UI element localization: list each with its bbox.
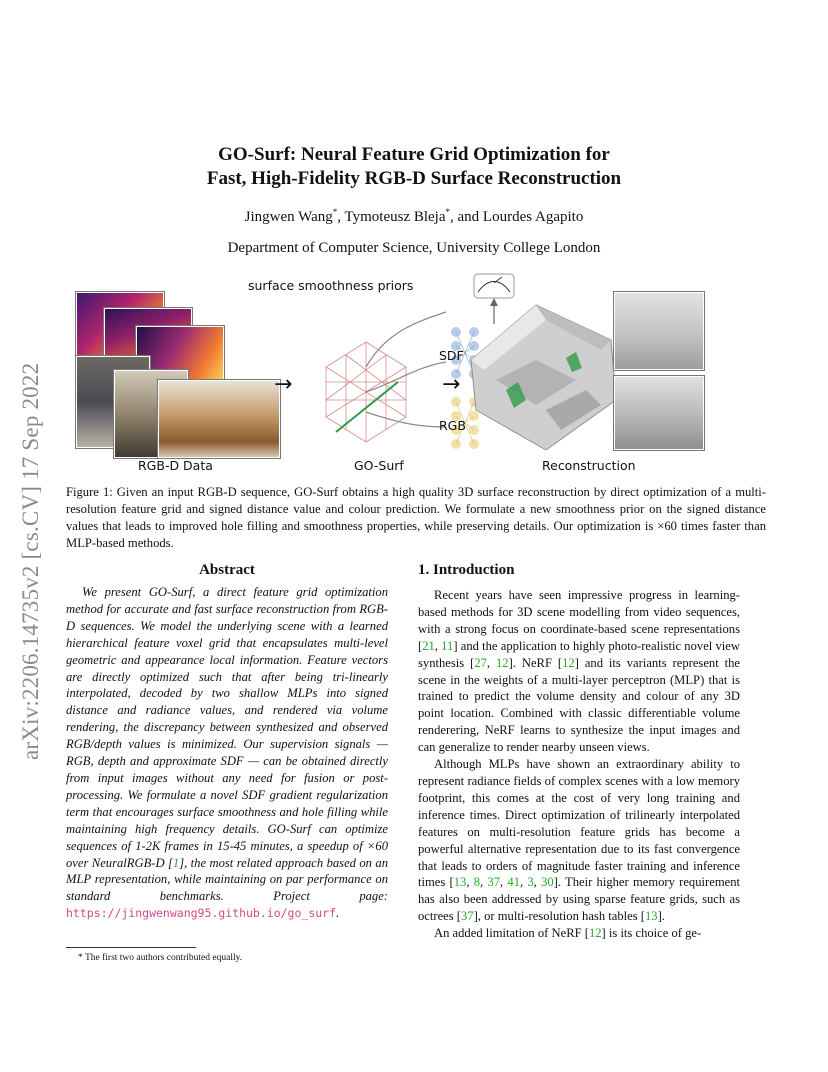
figure-1	[66, 272, 766, 482]
author-2: Tymoteusz Bleja	[344, 209, 446, 225]
introduction-heading: 1. Introduction	[418, 562, 515, 578]
abstract-text-end: .	[336, 906, 340, 921]
label-gosurf: GO-Surf	[354, 458, 404, 473]
author-1: Jingwen Wang	[244, 209, 333, 225]
abstract-body	[66, 584, 388, 922]
rgb-frame-3	[158, 380, 280, 458]
citation[interactable]: 21	[422, 638, 435, 653]
abstract-section	[66, 562, 388, 922]
citation[interactable]: 12	[496, 655, 509, 670]
intro-paragraph-2: Although MLPs have shown an extraordinary ability to represent radiance fields of complex scenes with a low memory footprint, this comes at the cost of very long training and inference times. Direct optimization of trilinearly interpolated features on multi-resolution feature grids has become a powerful alternative representation due to its fast convergence that leads to orders of magnitude faster training and inference times [13, 8, 37, 41, 3, 30]. Their higher memory requirement has also been addressed by using sparse feature grids, such as octrees [37], or multi-resolution hash tables [13].	[418, 757, 740, 924]
label-sdf: SDF	[439, 348, 464, 363]
project-page-link[interactable]: https://jingwenwang95.github.io/go_surf	[66, 906, 337, 921]
zoom-inset-top	[614, 292, 704, 370]
camera-ray	[336, 382, 398, 432]
equal-contribution-mark: *	[332, 207, 338, 217]
citation[interactable]: 1	[172, 855, 180, 870]
intro-paragraph-3: An added limitation of NeRF [12] is its choice of ge-	[434, 926, 702, 941]
citation[interactable]: 13	[453, 875, 467, 890]
zoom-inset-bottom	[614, 376, 704, 450]
paper-title-line-2: Fast, High-Fidelity RGB-D Surface Reconstruction	[206, 168, 622, 189]
citation[interactable]: 27	[474, 655, 487, 670]
label-rgb: RGB	[439, 418, 466, 433]
label-rgbd-data: RGB-D Data	[138, 458, 213, 473]
intro-paragraph-1: Recent years have seen impressive progress in learning-based methods for 3D scene modelling from video sequences, with a strong focus on coordinate-based scene representations [21, 11] and the application to highly photo-realistic novel view synthesis [27, 12]. NeRF [12] and its variants represent the scene in the weights of a multi-layer perceptron (MLP) that is trained to predict the volume density and colour of any 3D point location. Combined with classic differentiable volume renderering, NeRF learns to synthesize the input images and can generalize to render nearby unseen views.	[418, 588, 741, 755]
footnote-rule	[66, 947, 196, 948]
citation[interactable]: 37	[487, 875, 500, 890]
right-arrow-icon: →	[274, 372, 293, 397]
arxiv-stamp: arXiv:2206.14735v2 [cs.CV] 17 Sep 2022	[18, 362, 43, 760]
citation[interactable]: 3	[527, 875, 534, 890]
paper-title-line-1: GO-Surf: Neural Feature Grid Optimization for	[218, 144, 610, 165]
citation[interactable]: 37	[461, 909, 474, 924]
right-arrow-icon: →	[442, 372, 461, 397]
abstract-text-2: ], the most related approach based on an MLP representation, while maintaining on par performance on standard benchmarks. Project page:	[66, 855, 388, 904]
citation[interactable]: 11	[441, 638, 454, 653]
footnote: * The first two authors contributed equally.	[78, 953, 243, 963]
citation[interactable]: 41	[507, 875, 520, 890]
citation[interactable]: 8	[473, 875, 481, 890]
equal-contribution-mark: *	[445, 207, 451, 217]
figure-1-caption: Figure 1: Given an input RGB-D sequence, GO-Surf obtains a high quality 3D surface reconstruction by direct optimization of a multi-resolution feature grid and signed distance value and colour prediction. We formulate a new smoothness prior on the signed distance values that leads to improved hole filling and smoothness properties, while preserving details. Our optimization is ×60 times faster than MLP-based methods.	[66, 485, 766, 550]
affiliation: Department of Computer Science, University College London	[227, 240, 601, 256]
author-list: Jingwen Wang*, Tymoteusz Bleja*, and Lourdes Agapito	[244, 207, 584, 225]
abstract-heading: Abstract	[199, 562, 255, 578]
label-smoothness-priors: surface smoothness priors	[248, 278, 414, 293]
abstract-text-1: We present GO-Surf, a direct feature grid optimization method for accurate and fast surface reconstruction from RGB-D sequences. We model the underlying scene with a learned hierarchical feature voxel grid that encapsulates multi-level geometric and appearance local information. Feature vectors are directly optimized such that after being tri-linearly interpolated, decoded by two shallow MLPs into signed distance and radiance values, and rendered via volume rendering, the discrepancy between synthesized and observed RGB/depth values is minimized. Our supervision signals — RGB, depth and approximate SDF — can be obtained directly from input images without any need for fusion or post-processing. We formulate a novel SDF gradient regularization term that encourages surface smoothness and hole filling while maintaining high frequency details. GO-Surf can optimize sequences of 1-2K frames in 15-45 minutes, a speedup of ×60 over NeuralRGB-D [	[66, 585, 388, 870]
introduction-section	[418, 562, 740, 942]
author-3: and Lourdes Agapito	[457, 209, 584, 225]
citation[interactable]: 30	[541, 875, 554, 890]
label-reconstruction: Reconstruction	[542, 458, 636, 473]
citation[interactable]: 13	[645, 909, 658, 924]
reconstruction-mesh	[466, 290, 616, 450]
citation[interactable]: 12	[562, 655, 575, 670]
citation[interactable]: 12	[588, 926, 602, 941]
